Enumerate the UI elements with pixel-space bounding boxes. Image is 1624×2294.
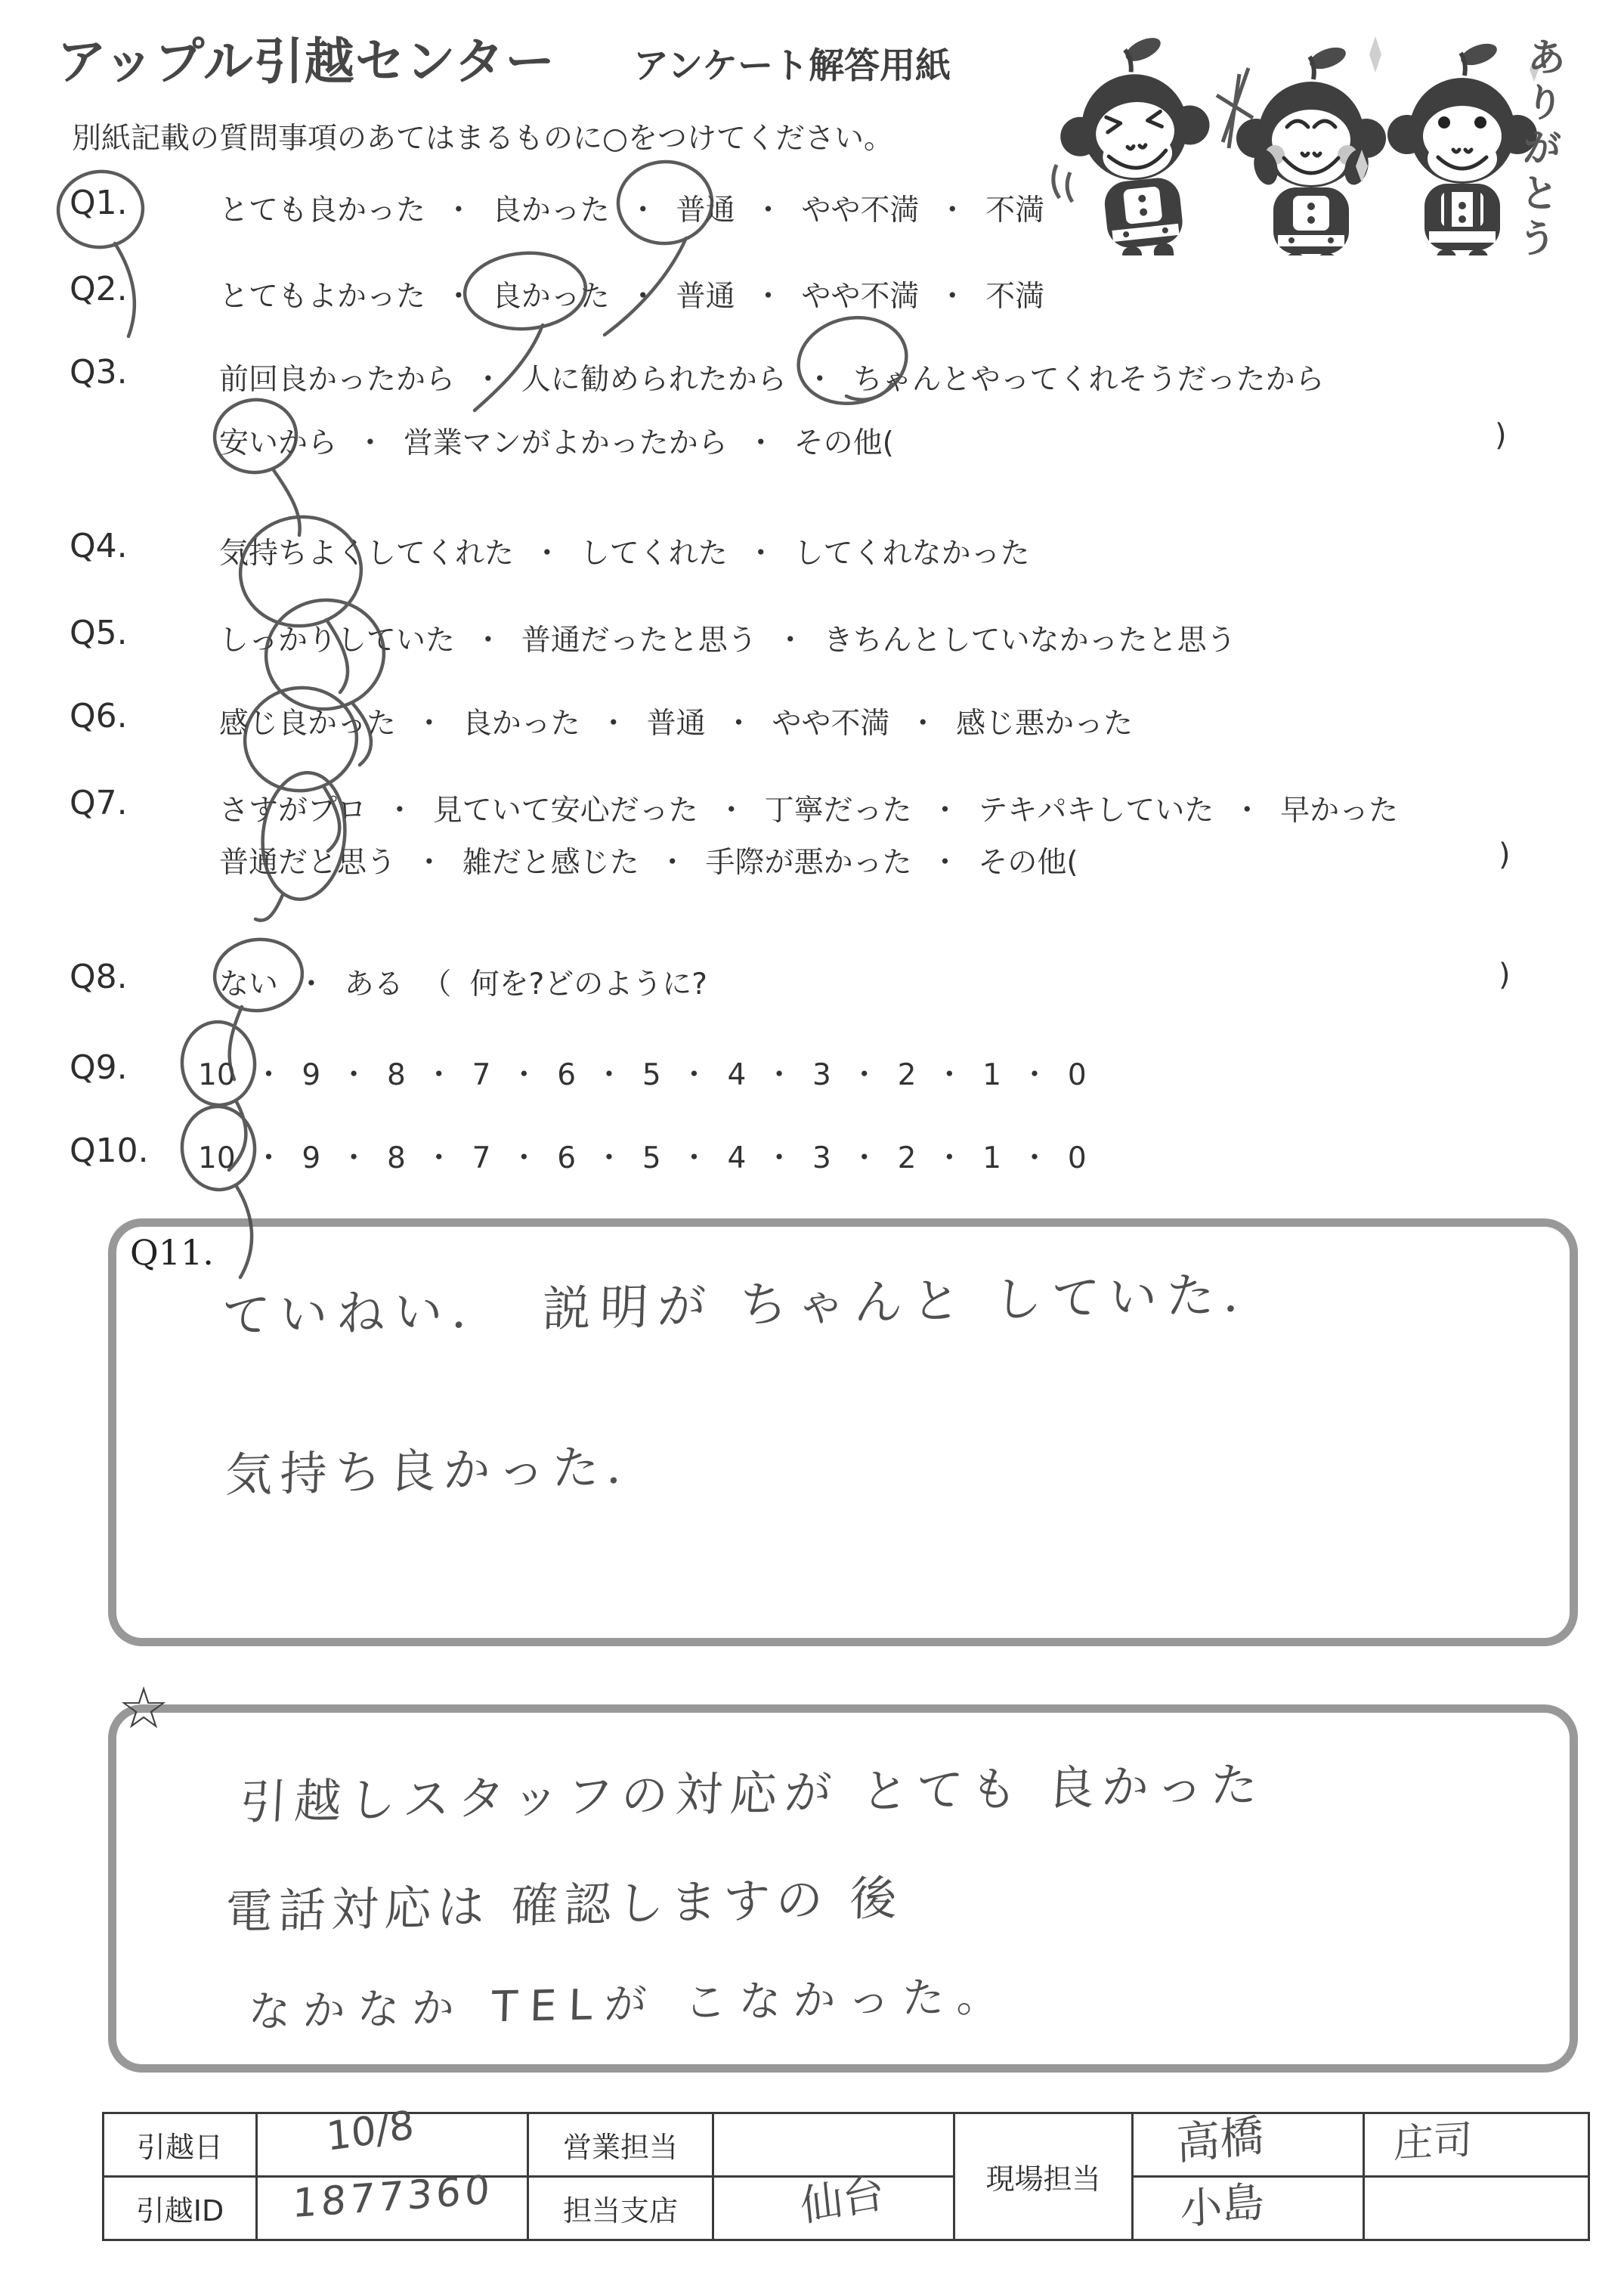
move-date-label-cell: 引越日	[104, 2113, 257, 2177]
q8-options: ない ・ ある （ 何を?どのように?	[219, 967, 707, 1001]
q1-options: とても良かった ・ 良かった ・ 普通 ・ やや不満 ・ 不満	[219, 193, 1045, 228]
q4-options: 気持ちよくしてくれた ・ してくれた ・ してくれなかった	[219, 537, 1030, 571]
branch-handwritten: 仙台	[798, 2168, 887, 2232]
q8-close-paren: )	[1499, 958, 1511, 992]
q3-close-paren: )	[1495, 418, 1507, 453]
q8-label: Q8.	[70, 958, 128, 996]
q9-scale: 10 ・ 9 ・ 8 ・ 7 ・ 6 ・ 5 ・ 4 ・ 3 ・ 2 ・ 1 ・ 0	[198, 1058, 1087, 1092]
motion-lines-icon	[1053, 165, 1072, 202]
q7-label: Q7.	[70, 784, 128, 822]
move-id-handwritten: 1877360	[291, 2167, 494, 2227]
q7-close-paren: )	[1499, 837, 1511, 872]
star-handwritten-line1: 引越しスタッフの対応が とても 良かった	[238, 1757, 1267, 1830]
q7-options-line2: 普通だと思う ・ 雑だと感じた ・ 手際が悪かった ・ その他(	[219, 846, 1078, 880]
site-rep2-handwritten: 庄司	[1393, 2117, 1473, 2168]
q7-options-line1: さすがプロ ・ 見ていて安心だった ・ 丁寧だった ・ テキパキしていた ・ 早かった	[219, 794, 1399, 828]
monkey-1-icon	[1050, 29, 1223, 255]
monkey-2-icon	[1236, 43, 1386, 255]
q2-options: とてもよかった ・ 良かった ・ 普通 ・ やや不満 ・ 不満	[219, 280, 1045, 314]
q11-handwritten-line1: ていねい． 説明が ちゃんと していた．	[221, 1266, 1282, 1345]
q3-options-line1: 前回良かったから ・ 人に勧められたから ・ ちゃんとやってくれそうだったから	[219, 363, 1325, 397]
q5-label: Q5.	[70, 614, 128, 652]
star-handwritten-line2: 電話対応は 確認しますの 後	[224, 1870, 904, 1940]
q2-label: Q2.	[70, 270, 128, 308]
site-rep-label-cell: 現場担当	[954, 2113, 1133, 2240]
q4-label: Q4.	[70, 527, 128, 565]
site-rep-value4-cell	[1364, 2177, 1589, 2240]
instruction-text: 別紙記載の質問事項のあてはまるものに○をつけてください。	[72, 122, 894, 156]
branch-label-cell: 担当支店	[528, 2177, 713, 2240]
q1-label: Q1.	[70, 184, 128, 222]
q5-options: しっかりしていた ・ 普通だったと思う ・ きちんとしていなかったと思う	[219, 624, 1236, 658]
thanks-vertical-text: ありがとう	[1509, 35, 1567, 265]
circle-q3-yasui	[211, 396, 299, 535]
move-id-label-cell: 引越ID	[104, 2177, 257, 2240]
q3-options-line2: 安いから ・ 営業マンがよかったから ・ その他(	[219, 426, 894, 460]
sales-rep-label-cell: 営業担当	[528, 2113, 713, 2177]
q11-label: Q11.	[130, 1232, 214, 1273]
q6-label: Q6.	[70, 697, 128, 735]
move-date-handwritten: 10/8	[325, 2102, 416, 2160]
q3-label: Q3.	[70, 353, 128, 392]
page-title: アップル引越センター	[57, 33, 556, 91]
site-rep3-handwritten: 小島	[1179, 2177, 1266, 2236]
q11-handwritten-line2: 気持ち良かった．	[224, 1438, 663, 1503]
q6-options: 感じ良かった ・ 良かった ・ 普通 ・ やや不満 ・ 感じ悪かった	[219, 707, 1134, 741]
page-subtitle: アンケート解答用紙	[633, 45, 951, 87]
star-icon: ☆	[118, 1674, 170, 1741]
site-rep1-handwritten: 高橋	[1175, 2109, 1265, 2171]
q10-scale: 10 ・ 9 ・ 8 ・ 7 ・ 6 ・ 5 ・ 4 ・ 3 ・ 2 ・ 1 ・ 0	[198, 1141, 1087, 1175]
monkey-mascots-illustration	[1050, 21, 1579, 255]
q9-label: Q9.	[70, 1048, 128, 1087]
star-handwritten-line3: なかなか TELが こなかった。	[247, 1971, 1012, 2037]
q10-label: Q10.	[70, 1132, 149, 1170]
